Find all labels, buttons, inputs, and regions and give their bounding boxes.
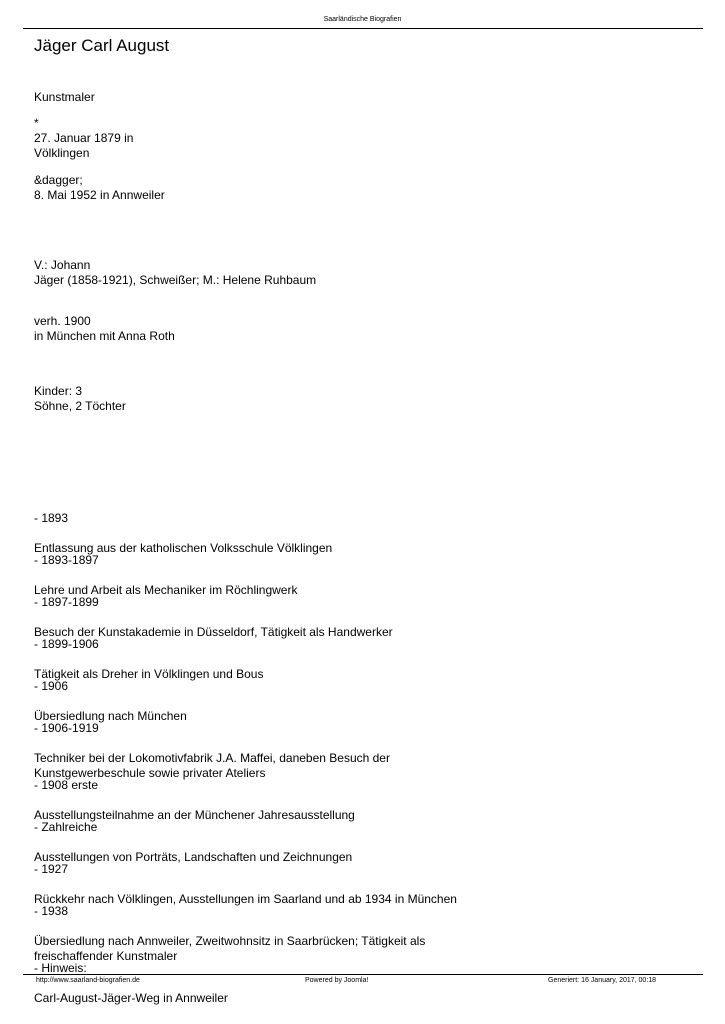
timeline-text: Ausstellungen von Porträts, Landschaften und Zeichnungen: [34, 850, 353, 864]
timeline-text: Ausstellungsteilnahme an der Münchener Jahresausstellung: [34, 808, 355, 822]
death-info: &dagger; 8. Mai 1952 in Annweiler: [34, 173, 165, 202]
timeline-period: - Zahlreiche: [34, 820, 98, 834]
footer-divider: [23, 974, 703, 975]
timeline-text: Carl-August-Jäger-Weg in Annweiler: [34, 991, 228, 1005]
footer-url-link[interactable]: http://www.saarland-biografien.de: [36, 977, 140, 984]
timeline-period: - 1893: [34, 511, 69, 525]
page-title: Jäger Carl August: [34, 36, 170, 55]
timeline-entry-11: [34, 946, 228, 1006]
timeline-period: - 1893-1897: [34, 553, 99, 567]
timeline-text: Übersiedlung nach München: [34, 709, 187, 723]
timeline-text: Tätigkeit als Dreher in Völklingen und Bous: [34, 667, 264, 681]
timeline-period: - 1906-1919: [34, 721, 99, 735]
footer-generated-date: Generiert: 16 January, 2017, 00:18: [548, 977, 657, 984]
marriage-info: verh. 1900 in München mit Anna Roth: [34, 314, 175, 343]
timeline-period: - Hinweis:: [34, 961, 87, 975]
header-divider: [23, 28, 703, 29]
birth-info: * 27. Januar 1879 in Völklingen: [34, 116, 134, 160]
parents-info: V.: Johann Jäger (1858-1921), Schweißer; M.: Helene Ruhbaum: [34, 258, 317, 287]
footer-powered-by: Powered by Joomla!: [305, 977, 369, 984]
timeline-period: - 1899-1906: [34, 637, 99, 651]
timeline-period: - 1927: [34, 862, 69, 876]
timeline-text: Entlassung aus der katholischen Volksschule Völklingen: [34, 541, 333, 555]
children-info: Kinder: 3 Söhne, 2 Töchter: [34, 384, 126, 413]
timeline-text: Übersiedlung nach Annweiler, Zweitwohnsitz in Saarbrücken; Tätigkeit als freischaffender Kunstmaler: [34, 934, 426, 963]
timeline-period: - 1908 erste: [34, 778, 99, 792]
timeline-text: Lehre und Arbeit als Mechaniker im Röchlingwerk: [34, 583, 298, 597]
timeline-period: - 1938: [34, 904, 69, 918]
timeline-text: Rückkehr nach Völklingen, Ausstellungen im Saarland und ab 1934 in München: [34, 892, 457, 906]
timeline-text: Techniker bei der Lokomotivfabrik J.A. Maffei, daneben Besuch der Kunstgewerbeschule sowie privater Ateliers: [34, 751, 390, 780]
site-header-title: Saarländische Biografien: [323, 16, 402, 23]
profession: Kunstmaler: [34, 90, 95, 104]
timeline-text: Besuch der Kunstakademie in Düsseldorf, Tätigkeit als Handwerker: [34, 625, 393, 639]
timeline-period: - 1906: [34, 679, 69, 693]
timeline-period: - 1897-1899: [34, 595, 99, 609]
